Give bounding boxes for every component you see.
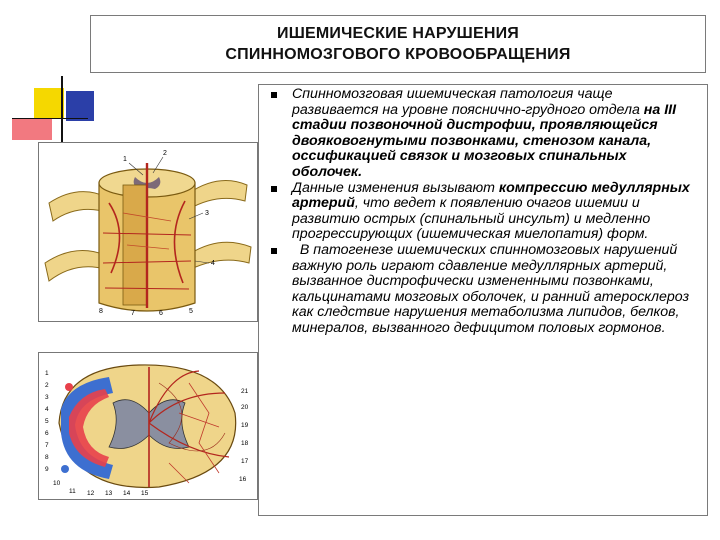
fig2-label: 10 xyxy=(53,480,61,487)
fig2-label: 11 xyxy=(69,488,76,495)
fig1-label: 6 xyxy=(159,310,163,317)
bullet-marker-icon xyxy=(271,186,277,192)
fig2-label: 19 xyxy=(241,422,249,429)
bullet-item xyxy=(268,243,700,337)
fig2-label: 15 xyxy=(141,490,149,497)
fig2-label: 13 xyxy=(105,490,113,497)
fig2-label: 21 xyxy=(241,388,249,395)
fig2-label: 6 xyxy=(45,430,49,437)
cross-section-illustration xyxy=(39,353,257,499)
fig1-label: 3 xyxy=(205,210,209,217)
fig2-label: 9 xyxy=(45,466,49,473)
title-line-2: СПИННОМОЗГОВОГО КРОВООБРАЩЕНИЯ xyxy=(225,46,571,63)
bullet-text: Спинномозговая ишемическая патология чаще развивается на уровне пояснично-грудного отдела на III стадии позвоночной дистрофии, проявляющейся двояковогнутыми позвонками, стенозом канала, оссификацией связок и мозговых спинальных оболочек. xyxy=(292,86,677,180)
decor-red-square xyxy=(12,118,52,140)
decor-yellow-square xyxy=(34,88,64,118)
slide-title xyxy=(90,15,706,73)
fig1-label: 5 xyxy=(189,308,193,315)
fig2-label: 18 xyxy=(241,440,249,447)
bullet-item xyxy=(268,87,700,181)
fig2-label: 20 xyxy=(241,404,249,411)
bullet-text: В патогенезе ишемических спинномозговых нарушений важную роль играют сдавление медуллярных артерий, вызванное дистрофически измененными позвонками, кальцинатами мозговых оболочек, и ранний атеросклероз как следствие нарушения метаболизма липидов, белков, минералов, вызванного дефицитом половых гормонов. xyxy=(292,241,694,336)
decor-horizontal-line xyxy=(12,118,88,119)
bullet-item xyxy=(268,181,700,243)
bullet-text: Данные изменения вызывают компрессию медуллярных артерий, что ведет к появлению очагов ишемии и развитию острых (спинальный инсульт) и медленно прогрессирующих (ишемическая миелопатия) форм. xyxy=(292,179,690,243)
fig2-label: 1 xyxy=(45,370,49,377)
fig2-label: 16 xyxy=(239,476,247,483)
fig2-label: 12 xyxy=(87,490,95,497)
bullet-marker-icon xyxy=(271,248,277,254)
decor-vertical-line xyxy=(61,76,63,144)
fig2-label: 7 xyxy=(45,442,49,449)
fig2-label: 5 xyxy=(45,418,49,425)
fig2-label: 8 xyxy=(45,454,49,461)
bullet-list xyxy=(268,87,700,337)
decor-blue-square xyxy=(66,91,94,121)
fig2-label: 14 xyxy=(123,490,131,497)
fig1-label: 1 xyxy=(123,156,127,163)
fig1-label: 4 xyxy=(211,260,215,267)
fig1-label: 2 xyxy=(163,150,167,157)
fig2-label: 3 xyxy=(45,394,49,401)
fig2-label: 2 xyxy=(45,382,49,389)
fig1-label: 8 xyxy=(99,308,103,315)
bullet-marker-icon xyxy=(271,92,277,98)
title-line-1: ИШЕМИЧЕСКИЕ НАРУШЕНИЯ xyxy=(277,25,519,42)
spinal-cord-cross-section-figure xyxy=(38,352,258,500)
spinal-cord-illustration xyxy=(39,143,257,321)
fig1-label: 7 xyxy=(131,310,135,317)
spinal-cord-figure xyxy=(38,142,258,322)
fig2-label: 4 xyxy=(45,406,49,413)
fig2-label: 17 xyxy=(241,458,249,465)
